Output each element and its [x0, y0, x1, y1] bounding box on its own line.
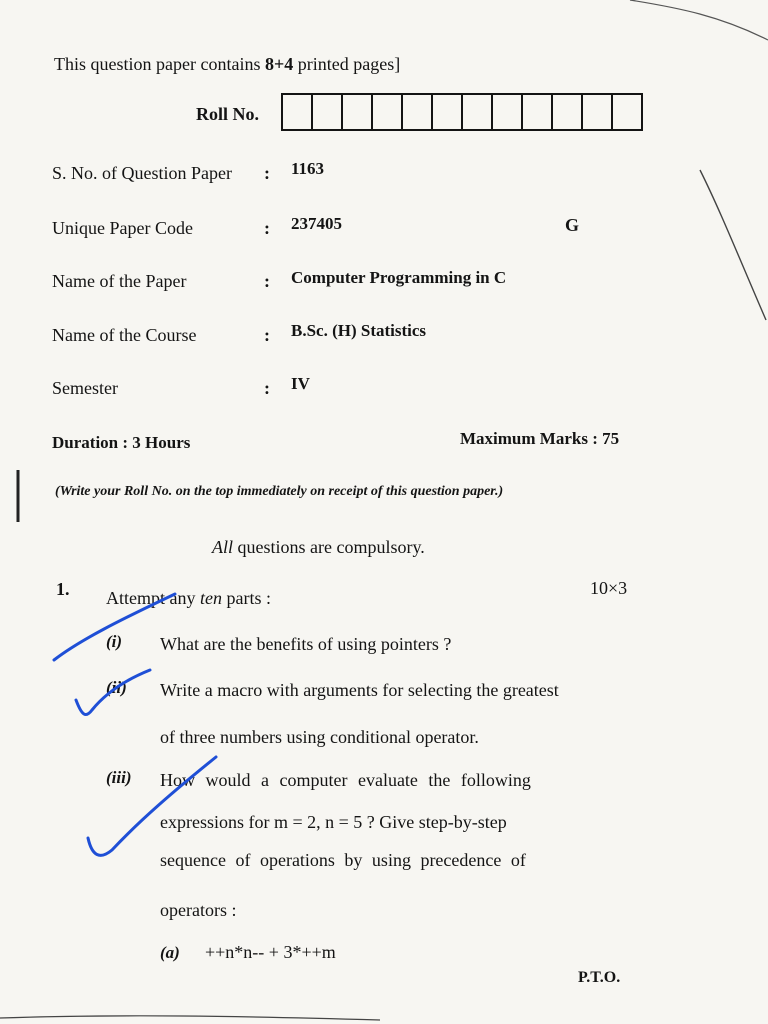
page-edge [0, 1016, 380, 1020]
prompt-ten: ten [199, 588, 222, 608]
detail-value-course: B.Sc. (H) Statistics [291, 321, 427, 340]
detail-colon: : [264, 378, 270, 398]
part-line: operators : [160, 900, 237, 920]
compulsory-all: All [212, 537, 233, 557]
detail-colon: : [264, 271, 270, 291]
detail-label-serial: S. No. of Question Paper [52, 163, 232, 183]
set-code: G [565, 215, 580, 235]
detail-label-course: Name of the Course [52, 325, 197, 345]
part-number: (i) [106, 632, 123, 651]
detail-label-semester: Semester [52, 378, 118, 398]
part-number: (iii) [106, 768, 132, 787]
question-number: 1. [56, 579, 70, 599]
detail-colon: : [264, 218, 270, 238]
part-line: What are the benefits of using pointers ? [160, 634, 452, 654]
prompt-a: Attempt any [106, 588, 196, 608]
page-edge [630, 0, 768, 40]
detail-value-paper-code: 237405 [291, 214, 342, 233]
part-line: Write a macro with arguments for selecting the greatest [160, 680, 559, 700]
part-line: expressions for m = 2, n = 5 ? Give step-by-step [160, 812, 507, 832]
pages-count: 8+4 [264, 54, 294, 74]
subpart-expression: ++n*n-- + 3*++m [205, 942, 336, 962]
part-number: (ii) [106, 678, 127, 697]
detail-value-semester: IV [291, 374, 310, 393]
detail-colon: : [264, 325, 270, 345]
duration: Duration : 3 Hours [52, 433, 191, 452]
detail-value-paper-name: Computer Programming in C [291, 268, 507, 287]
page-edge [700, 170, 766, 320]
detail-colon: : [264, 163, 270, 183]
prompt-b: parts : [226, 588, 271, 608]
detail-label-paper-name: Name of the Paper [52, 271, 187, 291]
tick-mark [76, 670, 150, 715]
pto: P.T.O. [578, 969, 621, 986]
detail-label-paper-code: Unique Paper Code [52, 218, 193, 238]
roll-label: Roll No. [196, 104, 259, 124]
tick-mark [54, 594, 175, 660]
part-line: sequence of operations by using precedence of [160, 850, 526, 870]
detail-value-serial: 1163 [291, 159, 325, 178]
maximum-marks: Maximum Marks : 75 [460, 429, 620, 448]
part-line: How would a computer evaluate the following [160, 770, 531, 790]
pages-suffix: printed pages] [297, 54, 401, 74]
part-line: of three numbers using conditional operator. [160, 727, 479, 747]
question-marks: 10×3 [590, 578, 628, 598]
compulsory-rest: questions are compulsory. [237, 537, 425, 557]
roll-instruction: (Write your Roll No. on the top immediately on receipt of this question paper.) [55, 484, 504, 499]
pages-prefix: This question paper contains [54, 54, 261, 74]
subpart-number: (a) [160, 943, 180, 962]
tick-mark [88, 757, 216, 855]
